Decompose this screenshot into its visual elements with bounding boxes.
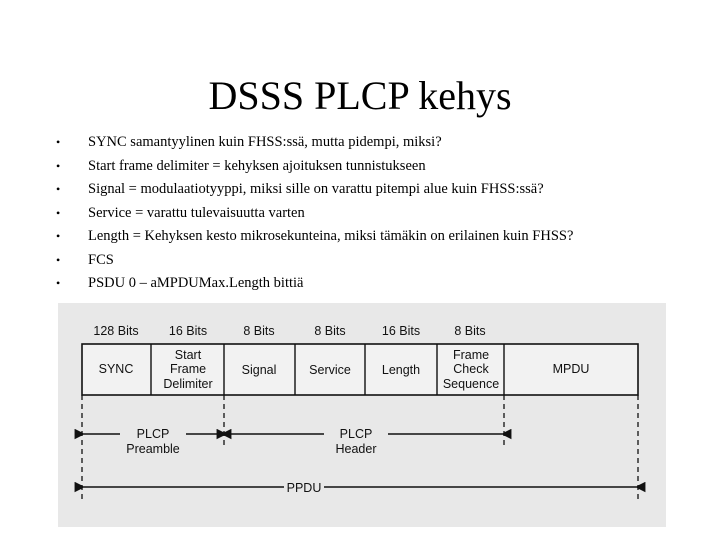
bullet-item (56, 131, 573, 155)
bullet-icon: • (56, 182, 61, 196)
field-sfd-line: Start (174, 348, 202, 362)
frame-diagram-svg (58, 303, 666, 527)
bullet-icon: • (56, 205, 61, 220)
bits-label: 8 Bits (243, 324, 275, 338)
bullet-text: Length = Kehyksen kesto mikrosekunteina, miksi tämäkin on erilainen kuin FHSS? (88, 228, 574, 244)
header-label: PLCP (339, 427, 373, 441)
field-length: Length (381, 363, 421, 377)
bullet-item (56, 225, 573, 249)
bullet-icon: • (56, 229, 61, 243)
bits-label: 16 Bits (168, 324, 208, 338)
bullet-item (56, 249, 573, 273)
preamble-label: Preamble (126, 442, 180, 456)
bullet-text: SYNC samantyylinen kuin FHSS:ssä, mutta pidempi, miksi? (88, 134, 442, 150)
bits-label: 16 Bits (381, 324, 421, 338)
field-service: Service (309, 363, 351, 377)
field-sync: SYNC (98, 362, 134, 376)
bullet-text: Start frame delimiter = kehyksen ajoituksen tunnistukseen (88, 157, 426, 174)
field-signal: Signal (241, 363, 277, 377)
bullet-text: Service = varattu tulevaisuutta varten (88, 204, 305, 221)
bullet-text: PSDU 0 – aMPDUMax.Length bittiä (88, 275, 304, 291)
field-fcs-line: Check (453, 362, 489, 376)
header-label: Header (335, 442, 377, 456)
field-mpdu: MPDU (552, 362, 590, 376)
bullet-list (56, 131, 573, 296)
field-sfd-line: Delimiter (163, 377, 213, 391)
bits-label: 8 Bits (314, 324, 346, 338)
bullet-text: FCS (88, 251, 114, 268)
bullet-icon: • (56, 135, 61, 149)
plcp-frame-diagram (58, 303, 666, 527)
bullet-icon: • (56, 252, 61, 267)
field-fcs-line: Sequence (442, 377, 500, 391)
bits-label: 8 Bits (454, 324, 486, 338)
bullet-icon: • (56, 158, 61, 173)
bullet-item (56, 178, 573, 202)
bullet-icon: • (56, 276, 61, 290)
bullet-item (56, 155, 573, 179)
ppdu-label: PPDU (286, 481, 322, 495)
bullet-item (56, 272, 573, 296)
bullet-text: Signal = modulaatiotyyppi, miksi sille on varattu pitempi alue kuin FHSS:ssä? (88, 181, 544, 197)
field-sfd-line: Frame (169, 362, 207, 376)
slide-title: DSSS PLCP kehys (208, 73, 512, 118)
bits-label: 128 Bits (93, 324, 139, 338)
preamble-label: PLCP (136, 427, 170, 441)
bullet-item (56, 202, 573, 226)
field-fcs-line: Frame (452, 348, 490, 362)
